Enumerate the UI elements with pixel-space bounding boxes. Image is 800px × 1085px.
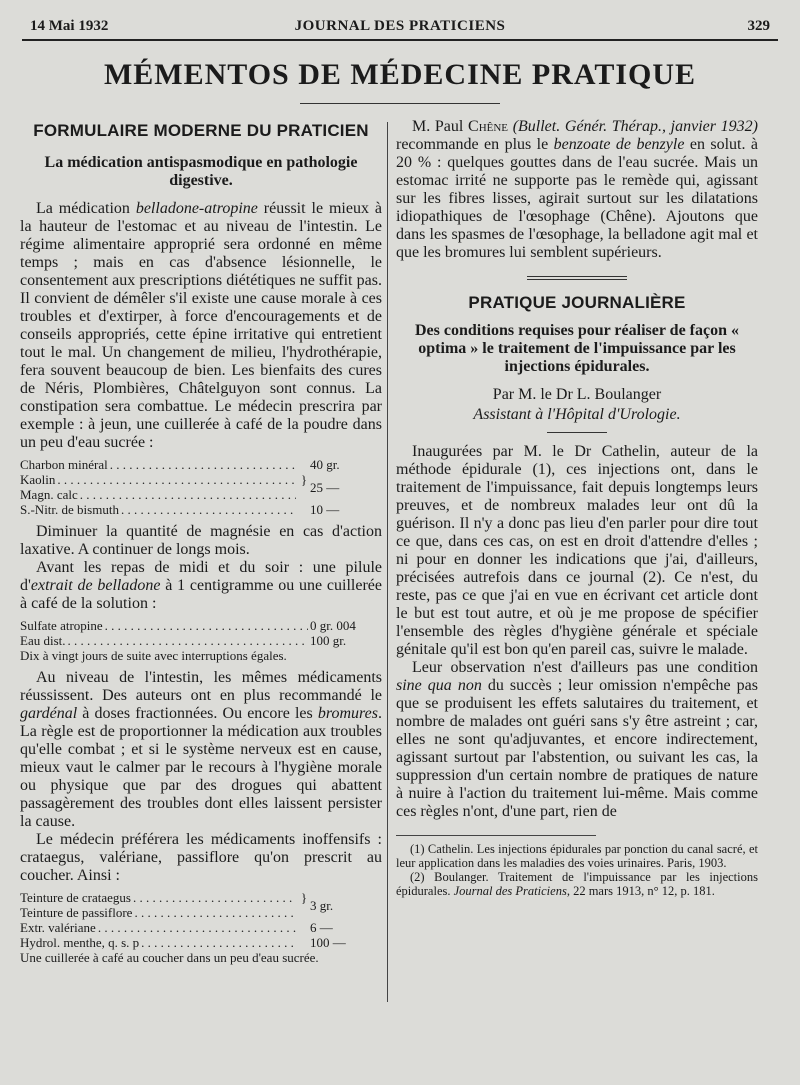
byline-rule [547,432,607,433]
formula-row: Eau dist. . . . 100 gr. [20,633,382,648]
issue-date: 14 Mai 1932 [30,18,109,34]
paragraph: Inaugurées par M. le Dr Cathelin, auteur de la méthode épidurale (1), ces injections ont, dans le traitement de l'impuissance, fait depuis longtemps leurs preuves, et de nombreux malades leur ont dû la guérison. Il n'y a donc pas lieu d'en parler pour dire tout ce que, dans ces cas, on est en droit d'attendre d'elles ; ni pour en donner les indications que j'ai, d'ailleurs, précisées autrefois dans ce journal (2). Ce n'est, du reste, pas ce que j'ai en vue en écrivant cet article dont le but est tout autre, et où je me propose de spécifier l'ensemble des règles d'hygiène générale et spéciale génitale qu'il est bon qu'en pareil cas, suivre le malade. [396,443,758,658]
paragraph: Leur observation n'est d'ailleurs pas une condition sine qua non du succès ; leur omission n'empêche pas que se produisent les effets salutaires du traitement, et nombre de malades ont guéri sans s'y être astreint ; car, elles ne sont qu'adjuvantes, et encore indirectement, agissant surtout par l'abstention, ou suivant les cas, la suppression d'un certain nombre de pratiques de nature à nuire à l'action du traitement lui-même. Mais comme ces règles n'ont, d'une part, rien de [396,659,758,820]
right-column [396,118,758,898]
article-subtitle: Des conditions requises pour réaliser de façon « optima » le traitement de l'impuissance par les injections épidurales. [414,322,739,375]
paragraph: Avant les repas de midi et du soir : une pilule d'extrait de belladone à 1 centigramme ou une cuillerée à café de la solution : [20,559,382,612]
formula-row: Extr. valériane . . . 6 — [20,920,382,935]
paragraph: Diminuer la quantité de magnésie en cas d'action laxative. A continuer de longs mois. [20,523,382,558]
header-rule [22,39,778,41]
formula-note: Dix à vingt jours de suite avec interruptions égales. [20,648,287,663]
section-separator [527,276,627,280]
running-header [30,18,770,38]
title-rule [300,103,500,104]
article-subtitle: La médication antispasmodique en pathologie digestive. [44,154,358,189]
formula-row: Teinture de crataegus . . . } 3 gr. [20,890,382,905]
column-divider [387,122,388,1002]
formula-row: Charbon minéral . . . 40 gr. [20,457,382,472]
paragraph: M. Paul Chêne (Bullet. Génér. Thérap., janvier 1932) recommande en plus le benzoate de benzyle en solut. à 20 % : quelques gouttes dans de l'eau sucrée. Mais un estomac irrité ne supporte pas le remède qui, agissant sur les fibres lisses, agirait surtout sur les dilatations idiopathiques de l'œsophage (Chêne). Ajoutons que dans les spasmes de l'œsophage, la belladone agit mal et que les bromures lui semblent supérieurs. [396,118,758,261]
section-title-formulaire: FORMULAIRE MODERNE DU PRATICIEN [33,121,369,140]
author-affiliation: Assistant à l'Hôpital d'Urologie. [473,406,681,423]
formula-note: Une cuillerée à café au coucher dans un peu d'eau sucrée. [20,950,319,965]
paragraph: Au niveau de l'intestin, les mêmes médicaments réussissent. Des auteurs ont en plus recommandé le gardénal à doses fractionnées. Ou encore les bromures. La règle est de proportionner la médication aux troubles qu'elle combat ; et si le système nerveux est en cause, mieux vaut le calmer par le recours à l'hygiène morale ou physique que par des drogues qui abattent passagèrement des troubles dont elles laissent persister la cause. [20,669,382,830]
journal-title: JOURNAL DES PRATICIENS [294,18,506,34]
main-title: MÉMENTOS DE MÉDECINE PRATIQUE [103,58,697,91]
formula-row: Magn. calc . . . [20,487,382,502]
formula-row: Sulfate atropine . . . 0 gr. 004 [20,618,382,633]
footnote: (1) Cathelin. Les injections épidurales par ponction du canal sacré, et leur application dans les maladies des voies urinaires. Paris, 1903. [396,842,758,870]
formula-row: S.-Nitr. de bismuth . . . 10 — [20,502,382,517]
prescription-formula [20,457,382,517]
author-byline: Par M. le Dr L. Boulanger [492,386,662,403]
section-title-pratique: PRATIQUE JOURNALIÈRE [468,293,686,312]
paragraph: La médication belladone-atropine réussit le mieux à la hauteur de l'estomac et au niveau de l'intestin. Le régime alimentaire approprié sera ordonné en même temps ; mais en cas d'absence lésionnelle, le consentement aux prescriptions diététiques ne suffit pas. Il convient de démêler s'il existe une cause morale à ces troubles et d'extirper, à force d'encouragements et de conseils appropriés, cette épine irritative qui entretient tout le mal. Un changement de milieu, l'hydrothérapie, fera souvent beaucoup de bien. Les bienfaits des cures de Néris, Plombières, Châtelguyon sont connus. La constipation sera combattue. Le médecin prescrira par exemple : à jeun, une cuillerée à café de la poudre dans un peu d'eau sucrée : [20,200,382,451]
footnote: (2) Boulanger. Traitement de l'impuissance par les injections épidurales. Journal des Praticiens, 22 mars 1913, n° 12, p. 181. [396,870,758,898]
formula-row: Kaolin . . . } 25 — [20,472,382,487]
prescription-formula [20,618,382,663]
footnote-rule [396,835,596,836]
prescription-formula [20,890,382,965]
paragraph: Le médecin préférera les médicaments inoffensifs : crataegus, valériane, passiflore qu'on prescrit au coucher. Ainsi : [20,831,382,884]
formula-row: Hydrol. menthe, q. s. p . . . 100 — [20,935,382,950]
left-column [20,118,382,971]
page-number: 329 [747,18,770,34]
formula-row: Teinture de passiflore . . . [20,905,382,920]
